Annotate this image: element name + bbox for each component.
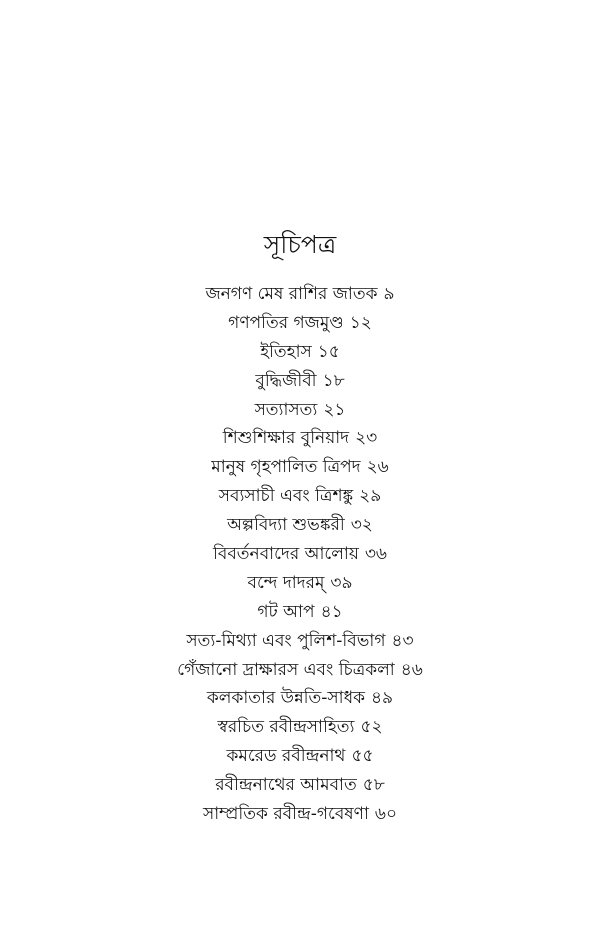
toc-entry [0, 627, 600, 656]
toc-entry-page: ৩৯ [330, 572, 353, 593]
toc-entry-page: ৫৫ [351, 746, 374, 767]
toc-entry-label: সাম্প্রতিক রবীন্দ্র-গবেষণা [202, 804, 369, 825]
toc-entry-page: ৫২ [360, 717, 383, 738]
toc-entry-page: ৪৩ [391, 630, 414, 651]
toc-entry-label: অল্পবিদ্যা শুভঙ্করী [227, 515, 345, 536]
page-title: সূচিপত্র [263, 230, 337, 259]
toc-entry-label: বিবর্তনবাদের আলোয় [213, 544, 359, 565]
toc-entry [0, 800, 600, 829]
toc-entry-page: ১২ [349, 312, 372, 333]
toc-entry [0, 309, 600, 338]
toc-entry-label: গেঁজানো দ্রাক্ষারস এবং চিত্রকলা [177, 659, 395, 680]
toc-entry-label: সব্যসাচী এবং ত্রিশঙ্কু [218, 486, 354, 507]
toc-entry [0, 453, 600, 482]
toc-entry [0, 424, 600, 453]
toc-entry-label: গণপতির গজমুণ্ড [228, 312, 344, 333]
toc-entry-page: ৪৯ [371, 688, 394, 709]
toc-entry [0, 280, 600, 309]
toc-entry-label: ইতিহাস [260, 341, 312, 362]
toc-entry-label: বুদ্ধিজীবী [255, 370, 317, 391]
toc-entry [0, 684, 600, 713]
toc-entry-label: কলকাতার উন্নতি-সাধক [206, 688, 366, 709]
toc-entry-label: জনগণ মেষ রাশির জাতক [205, 284, 378, 304]
toc-entry [0, 742, 600, 771]
toc-entry-page: ৩৬ [364, 544, 387, 565]
toc-entry-label: বন্দে দাদরম্ [247, 572, 325, 593]
toc-entry [0, 511, 600, 540]
toc-entry [0, 338, 600, 367]
toc-entry-page: ৬০ [374, 804, 398, 825]
table-of-contents [0, 280, 600, 829]
toc-entry-page: ৪৬ [400, 659, 423, 680]
toc-entry-page: ২৩ [355, 428, 378, 449]
toc-entry [0, 713, 600, 742]
toc-entry-page: ২১ [323, 399, 346, 420]
toc-entry-label: গট আপ [257, 601, 315, 622]
toc-entry-page: ২৬ [366, 457, 389, 478]
toc-entry-label: রবীন্দ্রনাথের আমবাত [215, 775, 357, 796]
toc-entry [0, 396, 600, 425]
toc-entry-label: সত্য-মিথ্যা এবং পুলিশ-বিভাগ [186, 630, 386, 651]
toc-entry [0, 569, 600, 598]
toc-entry-page: ৩২ [350, 515, 373, 536]
toc-entry-label: সত্যাসত্য [254, 399, 318, 420]
toc-entry-page: ৪১ [320, 601, 343, 622]
toc-entry-page: ১৫ [317, 341, 340, 362]
toc-entry-label: স্বরচিত রবীন্দ্রসাহিত্য [217, 717, 355, 738]
toc-entry [0, 656, 600, 685]
toc-entry [0, 771, 600, 800]
toc-entry-page: ৯ [383, 284, 395, 304]
toc-entry [0, 367, 600, 396]
toc-entry [0, 482, 600, 511]
toc-entry-label: শিশুশিক্ষার বুনিয়াদ [222, 428, 350, 449]
toc-entry [0, 598, 600, 627]
toc-entry [0, 540, 600, 569]
toc-entry-label: মানুষ গৃহপালিত ত্রিপদ [211, 457, 361, 478]
toc-entry-page: ১৮ [322, 370, 345, 391]
toc-entry-page: ২৯ [359, 486, 382, 507]
toc-entry-label: কমরেড রবীন্দ্রনাথ [226, 746, 346, 767]
toc-entry-page: ৫৮ [362, 775, 385, 796]
